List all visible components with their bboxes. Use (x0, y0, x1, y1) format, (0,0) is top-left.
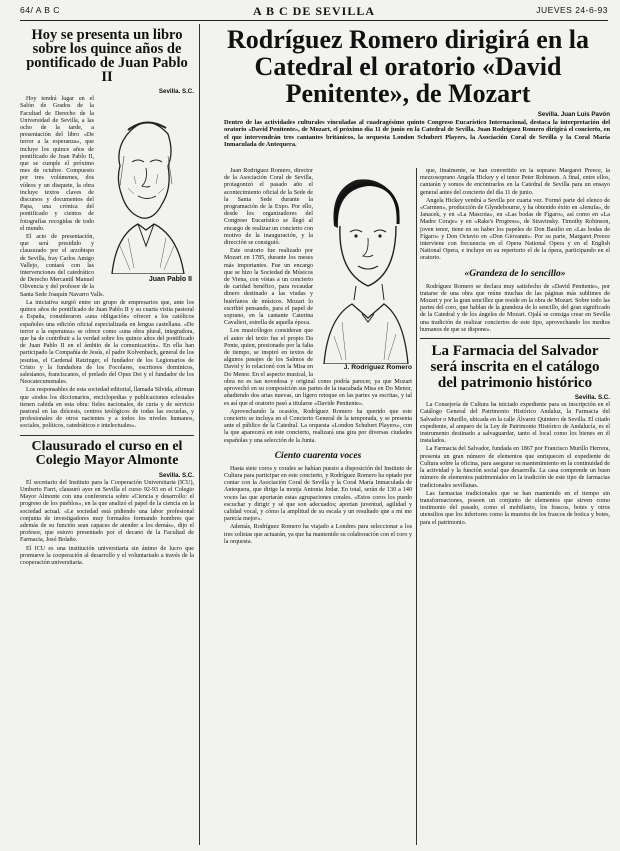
paragraph: La iniciativa surgió entre un grupo de empresarios que, ante los quince años de pontificado de Juan Pablo II y su cuarta visita pastoral a España, consideraron «una obligación» ofrecer a los católicos españoles una edición oficial especializada en lengua castellana. «De terror a la esperanza» se ofrece como «una obra plural, integradora, que ha de contribuir a la verdad sobre los quince años del pontificado de Juan Pablo II en el ámbito de la comunicación». En ella han participado la Compañía de Jesús, el padre Kolvenbach, general de los jesuitas, el Cardenal Ratzinger, el fundador de los Legionarios de Cristo y la fundadora de los Focolares, escritores dominicos, salesianos, franciscanos, el prelado del Opus Dei y el fundador de los Neocatecumenales. (20, 299, 194, 386)
paragraph: El acto de presentación, que será presidido y clausurado por el arzobispo de Sevilla, fray Carlos Amigo Vallejo, contará con las intervenciones del catedrático de Derecho Mercantil Manuel Olivencia y del profesor de la Santa Sede Joaquín Navarro Valls. (20, 234, 104, 298)
paragraph: El ICU es una institución universitaria sin ánimo de lucro que promueve la cooperación al desarrollo y el voluntariado a través de la cooperación universitaria. (20, 545, 194, 566)
paragraph: Este oratorio fue realizado por Mozart en 1785, durante los meses más importantes. Fue un encargo que se hizo la Sociedad de Músicos de Viena, con vistas a un concierto de caridad benéfico, para recaudar dinero destinado a las viudas y huérfanos de músicos. Mozart lo escribió pensando, para el papel de soprano, en la cantante Caterina Cavalieri, estrella de aquella época. (224, 248, 313, 327)
paragraph: Aprovechando la ocasión, Rodríguez Romero ha querido que este concierto se incluya en el Concierto General de la temporada, y se presenta ante el público de la Catedral. La orquesta «London Schubert Players», con la que aparecerá en este concierto, realizará una gira por diversas ciudades españolas y una selección de la Junta. (224, 408, 412, 444)
conductor-portrait-illustration (316, 168, 412, 364)
main-lead-block (224, 110, 610, 160)
paragraph: Juan Rodríguez Romero, director de la Asociación Coral de Sevilla, protagonizó el pasado año el acontecimiento oficial de la Sede de la Santa Sede durante la programación de la Expo. Por ello, desde los organizadores del Congreso Eucarístico se llegó al encargo de realizar un concierto con motivo de la inauguración, y la dirección se consiguió. (224, 168, 313, 247)
paragraph: El secretario del Instituto para la Cooperación Universitaria (ICU), Umberto Farri, clausuró ayer en Sevilla el curso 92-93 en el Colegio Mayor Almonte con una conferencia sobre «Ciencia y desarrollo: el progreso de los pueblos», en la que analizó el papel de la ciencia en la sociedad actual. «Le sociedad está pidiendo una labor profesional conjunta de investigadores muy formados formando hombres que además de su función sean capaces de atender a los demás», dijo el profesor, que estuvo presentado por el decano de la Facultad de Farmacia, Josó Bolaño. (20, 479, 194, 544)
main-column-1 (224, 168, 412, 846)
paragraph: Los responsables de esta sociedad editorial, llamada Silvida, afirman que «todos los diccionarios, enciclopedias y publicaciones eclesiales tienen cabida en esta obra: fieles nacionales, de curia y de servicio pastoral en las diócesis, centros teológicos de todas las escuelas, y profesionales de otros nacientes y a todos los niveles humanos, sociales, políticos, catedráticos e intelectuales». (20, 387, 194, 430)
paragraph: Los musicólogos consideran que el autor del texto fue el propio Da Ponte, quien, presionado por la falta de tiempo, se inspiró en textos de algunos pasajes de los Salmos de David y lo relacionó con la Misa en Do Menor. En el aspecto musical, la obra no es tan novedosa y original como podría parecer, ya que Mozart aprovechó en su composición sus partes de la inacabada Misa en Do Menor, añadiendo dos arias nuevas, un ligero retoque en las partes ya escritas, y tal es así que el oratorio pasó a titularse «Davide Penitente». (224, 328, 412, 407)
left-column (20, 28, 194, 848)
main-article-title: Rodríguez Romero dirigirá en la Catedral el oratorio «David Penitente», de Mozart (226, 26, 590, 106)
paragraph: Rodríguez Romero se declara muy satisfecho de «David Penitente», por tratarse de una obra que reúne muchas de las páginas más sublimes de Mozart y por la gran sencillez que reside en la obra de Mozart. Sobre todo las partes del coro, que hablan de la grandeza de lo sencillo, del gran significado de la Catedral y de los ángeles de Mozart. Ojalá se consiga crear en Sevilla una tradición de realizar conciertos de este tipo, aprovechando los medios humanos de que se dispone». (420, 283, 610, 333)
section-title: A B C DE SEVILLA (252, 4, 376, 18)
byline-colegio: Sevilla. S.C. (158, 471, 194, 479)
paragraph: que, finalmente, se han convertido en la soprano Margaret Preece, la mezzosoprano Angela Hickey y el tenor Peter Robinson. A final, entre ellos, cantarán y somos de encontrarlos en la Catedral de Sevilla para un ensayo general antes del concierto del día 11 de junio. (420, 168, 610, 196)
main-column-2 (420, 168, 610, 846)
main-lead: Dentro de las actividades culturales vinculadas al cuadragésimo quinto Congreso Eucarístico Internacional, destaca la interpretación del oratorio «David Penitente», de Mozart, el próximo día 11 de junio en la Catedral de Sevilla. Juan Rodríguez Romero dirigirá el concierto, en el que intervendrán tres cantantes británicos, la orquesta London Schubert Players, la Asociación Coral de Sevilla y la Coral María Inmaculada de Antequera. (224, 119, 610, 148)
subheading-grandeza: «Grandeza de lo sencillo» (464, 268, 566, 279)
column-rule (199, 24, 200, 845)
paragraph: Hoy tendrá lugar en el Salón de Grados de la Facultad de Derecho de la Universidad de Sevilla, a las ocho de la tarde, a presentación del libro «De terror a la esperanza», que incluye los quince años de pontificado de Juan Pablo II, que se cumple el próximo mes de octubre. Compuesto por tres volúmenes, dos vídeos y un disquete, la obra incluye textos claves de discursos y documentos del Papa, una crónica del pontificado y cientos de fotografías recogidas de todo el mundo. (20, 96, 94, 232)
byline-pope-book: Sevilla. S.C. (158, 88, 194, 95)
pope-portrait-illustration (98, 96, 194, 274)
article-title-colegio: Clausurado el curso en el Colegio Mayor Almonte (31, 438, 183, 468)
divider (20, 435, 194, 436)
divider (420, 338, 610, 339)
pope-portrait-block (98, 96, 194, 286)
paragraph: Hasta siete coros y corales se habían puesto a disposición del Instituto de Cultura para participar en este concierto, y Rodríguez Romero ha optado por contar con la Asociación Coral de Sevilla y la Coral María Inmaculada de Antequera, que dirige la monja Antonia Jodar. En total, serán de 130 a 140 voces las que aportarán estas agrupaciones corales. «Estos coros los puedo escuchar y dirigir y sé que son adecuados; aportan juventud, agilidad y calidad vocal, y cómo la amplitud de su escala y un resultado que a mí me parecía mejor». (224, 465, 412, 523)
paragraph: Además, Rodríguez Romero ha viajado a Londres para seleccionar a los tres solistas que actuarán, ya que ha mantenido su colaboración con el coro y la orquesta. (224, 524, 412, 545)
paragraph: La Consejería de Cultura ha iniciado expediente para su inscripción en el Catálogo General del Patrimonio Histórico Andaluz, la Farmacia del Salvador o Murillo, ubicada en la calle Álvarez Quintero de Sevilla. El citado expediente, al amparo de la Ley de Patrimonio Histórico de Andalucía, es el instrumento destinado a salvaguardar, tanto el local como los bienes en él instalados. (420, 402, 610, 445)
page-number: 64/ A B C (20, 5, 60, 15)
paragraph: Las farmacias tradicionales que se han mantenido en el tiempo sin transformaciones, poseen un conjunto de elementos que sirven como testimonio del pasado, como el mobiliario, los frascos, botes y otros utensilios que los inferiores como la muestra de los frascos de botica y botes, para el patrimonio. (420, 490, 610, 526)
main-heading-block (206, 26, 610, 106)
conductor-caption: J. Rodríguez Romero (343, 364, 412, 371)
main-byline: Sevilla. Juan Luis Pavón (537, 111, 610, 118)
page-header (20, 4, 608, 21)
column-rule (416, 168, 417, 845)
pope-caption: Juan Pablo II (148, 276, 192, 284)
subheading-ciento-cuarenta: Ciento cuarenta voces (274, 450, 362, 461)
paragraph: Angela Hickey vendrá a Sevilla por cuarta vez. Formó parte del elenco de «Carmen», producción de Glyndebourne, y ha obtenido éxito en «Jenufa», de Janacek, y en «La Mascota», en «Las bodas de Fígaro», así como en «La Madre Coraje» y en «Rake's Progress», de Stravinsky. Timothy Robinson, joven tenor, tiene en su haber los papeles de Don Basilio en «Las bodas de Fígaro» y Don Octavio en «Don Giovanni». Por su parte, Margaret Preece interviene con frecuencia en el Opera National Opera y en el English National Opera, e incluye en su repertorio el de la ópera, participando en el oratorio. (420, 197, 610, 262)
conductor-portrait-block (316, 168, 412, 374)
issue-date: JUEVES 24-6-93 (536, 5, 608, 15)
byline-farmacia: Sevilla. S.C. (574, 394, 610, 402)
paragraph: La Farmacia del Salvador, fundada en 1867 por Francisco Murillo Herrera, presenta un gran número de elementos que enriquecen el expediente de Cultura sobre la oficina, para asegurar su mantenimiento en la continuidad de la actividad y la función social que desarrolla. La casa comprende un buen número de elementos patrimoniales en la tradición de este tipo de farmacias tradicionales sevillanas. (420, 446, 610, 489)
article-title-farmacia: La Farmacia del Salvador será inscrita en el catálogo del patrimonio histórico (430, 343, 600, 392)
article-title-pope-book: Hoy se presenta un libro sobre los quince años de pontificado de Juan Pablo II (26, 28, 188, 85)
